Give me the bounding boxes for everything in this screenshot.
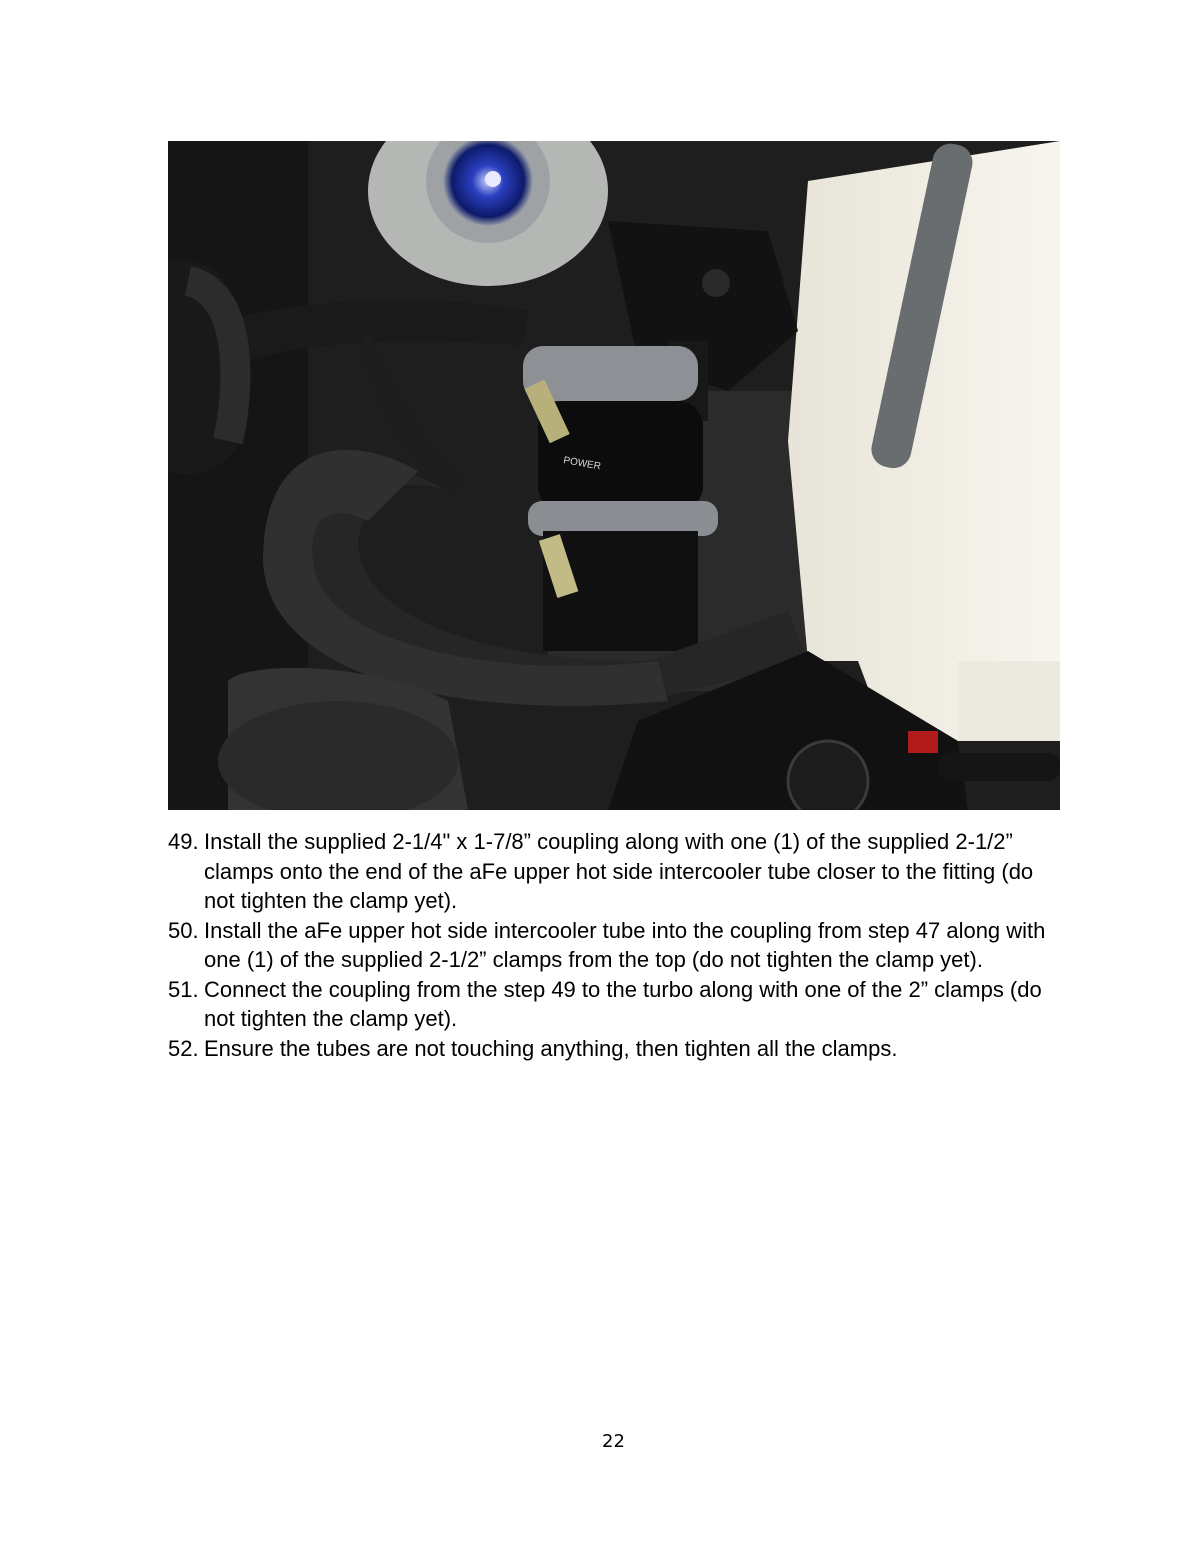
page-number: 22 bbox=[602, 1431, 625, 1452]
step-text: Install the aFe upper hot side intercooler tube into the coupling from step 47 along with one (1) of the supplied 2-1/2” clamps from the top (do not tighten the clamp yet). bbox=[204, 917, 1046, 972]
step-number: 52. bbox=[168, 1035, 199, 1061]
list-item bbox=[168, 916, 1068, 975]
instruction-steps bbox=[168, 827, 1068, 1063]
list-item bbox=[168, 975, 1068, 1034]
engine-bay-photo bbox=[168, 141, 1060, 810]
step-text: Ensure the tubes are not touching anything, then tighten all the clamps. bbox=[204, 1035, 898, 1061]
step-number: 51. bbox=[168, 976, 199, 1002]
step-text: Connect the coupling from the step 49 to the turbo along with one of the 2” clamps (do not tighten the clamp yet). bbox=[204, 976, 1042, 1031]
list-item bbox=[168, 1034, 1068, 1064]
svg-text:POWER: POWER bbox=[562, 455, 602, 473]
list-item bbox=[168, 827, 1068, 916]
step-text: Install the supplied 2-1/4" x 1-7/8” coupling along with one (1) of the supplied 2-1/2” clamps onto the end of the aFe upper hot side intercooler tube closer to the fitting (do not tighten the clamp yet). bbox=[204, 829, 1034, 913]
step-number: 50. bbox=[168, 917, 199, 943]
step-number: 49. bbox=[168, 829, 199, 854]
